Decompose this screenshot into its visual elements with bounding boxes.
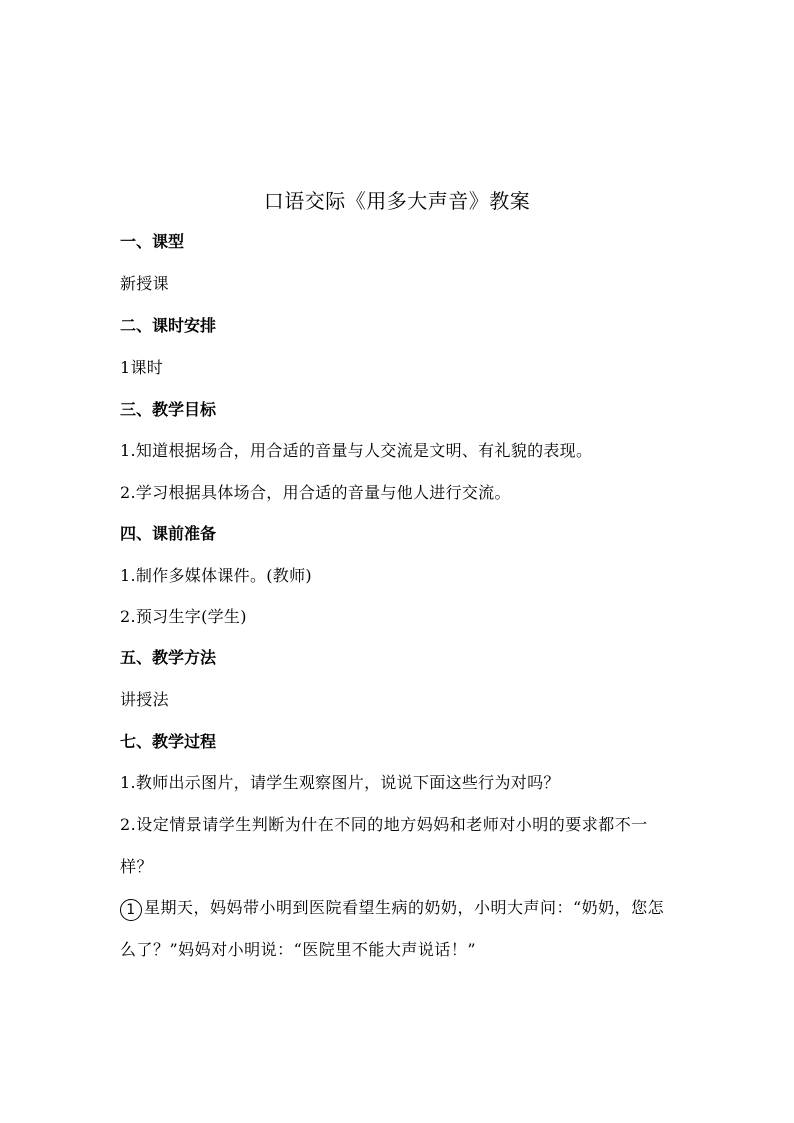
document-title: 口语交际《用多大声音》教案	[263, 189, 531, 213]
schedule-text: 1课时	[120, 358, 164, 377]
objective-item-1: 1.知道根据场合，用合适的音量与人交流是文明、有礼貌的表现。	[120, 441, 593, 460]
preparation-item-1: 1.制作多媒体课件。(教师)	[120, 566, 312, 585]
method-text: 讲授法	[120, 690, 169, 709]
process-item-1: 1.教师出示图片，请学生观察图片，说说下面这些行为对吗？	[120, 773, 560, 792]
section-heading-course-type: 一、课型	[120, 232, 185, 251]
section-heading-schedule: 二、课时安排	[120, 316, 217, 335]
process-item-2: 2.设定情景请学生判断为什在不同的地方妈妈和老师对小明的要求都不一样？	[120, 815, 648, 876]
section-heading-preparation: 四、课前准备	[120, 524, 217, 543]
section-heading-objectives: 三、教学目标	[120, 400, 217, 419]
course-type-text: 新授课	[120, 274, 169, 293]
circled-number-marker: 1	[120, 899, 142, 921]
section-heading-method: 五、教学方法	[120, 648, 217, 667]
scenario-text: 星期天，妈妈带小明到医院看望生病的奶奶，小明大声问：“奶奶，您怎么了？”妈妈对小明说：“医院里不能大声说话！”	[120, 898, 665, 959]
section-heading-process: 七、教学过程	[120, 732, 217, 751]
scenario-paragraph	[120, 887, 680, 971]
objective-item-2: 2.学习根据具体场合，用合适的音量与他人进行交流。	[120, 483, 511, 502]
preparation-item-2: 2.预习生字(学生)	[120, 607, 247, 626]
